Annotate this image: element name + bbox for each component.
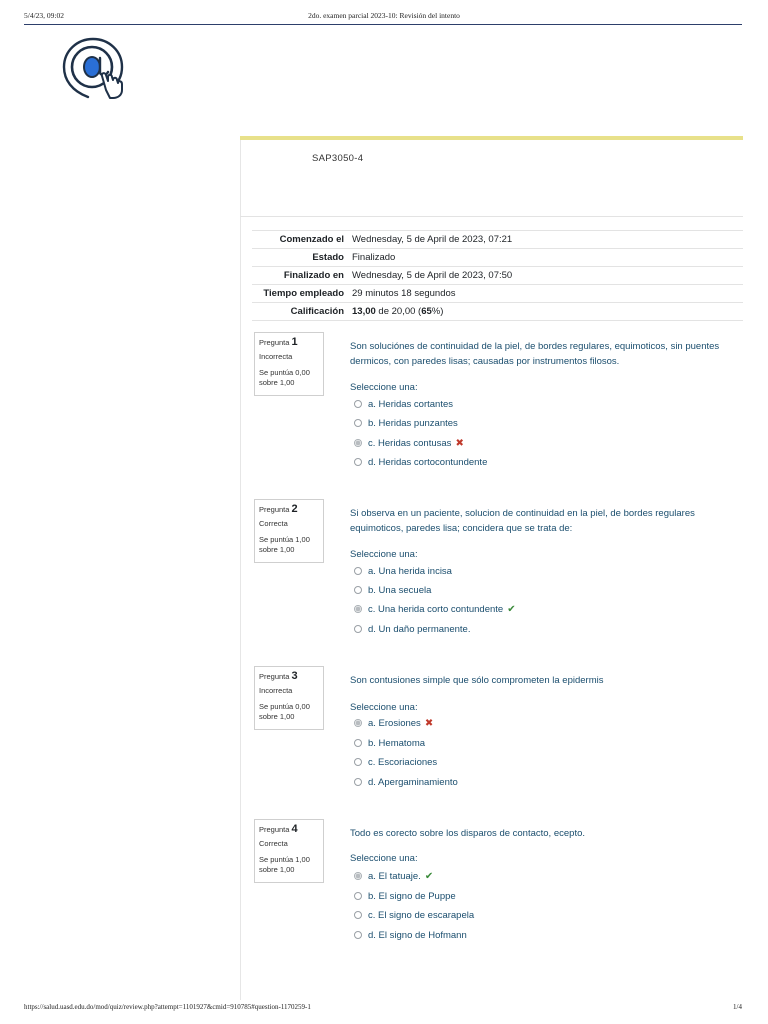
- option-label: c. Heridas contusas: [368, 437, 452, 449]
- answer-option-c[interactable]: [354, 436, 464, 450]
- attempt-summary-table: [252, 230, 743, 321]
- question-info-box: [254, 332, 324, 396]
- summary-value: Wednesday, 5 de April de 2023, 07:21: [348, 231, 743, 249]
- option-label: d. El signo de Hofmann: [368, 929, 467, 941]
- summary-row-time-taken: [252, 285, 743, 303]
- option-label: d. Apergaminamiento: [368, 776, 458, 788]
- cross-icon: ✖: [455, 437, 464, 449]
- print-header: [0, 0, 768, 26]
- question-text: Todo es corecto sobre los disparos de contacto, ecepto.: [350, 828, 585, 839]
- answer-option-d[interactable]: [354, 622, 470, 636]
- question-number: [259, 337, 319, 348]
- check-icon: ✔: [424, 870, 434, 882]
- option-label: b. Hematoma: [368, 737, 426, 749]
- option-label: d. Heridas cortocontundente: [368, 456, 488, 468]
- answer-option-a[interactable]: [354, 397, 453, 411]
- course-header-accent-bar: [240, 136, 743, 140]
- option-label: c. Una herida corto contundente: [368, 603, 504, 615]
- radio-button-selected[interactable]: [354, 605, 362, 613]
- answer-option-d[interactable]: [354, 455, 487, 469]
- question-text: Si observa en un paciente, solucion de continuidad en la piel, de bordes regulares equimoticos, paredes lisa; concidera que se trata de:: [350, 508, 695, 534]
- question-label: Pregunta: [259, 825, 290, 834]
- answer-option-a[interactable]: [354, 869, 433, 883]
- radio-button[interactable]: [354, 778, 362, 786]
- question-info-box: [254, 819, 324, 883]
- answer-option-c[interactable]: [354, 602, 516, 616]
- summary-value: [348, 303, 743, 321]
- radio-button-selected[interactable]: [354, 719, 362, 727]
- option-label: a. Heridas cortantes: [368, 398, 454, 410]
- grade-close: %): [431, 306, 444, 317]
- radio-button[interactable]: [354, 625, 362, 633]
- header-rule: [24, 24, 742, 25]
- answer-option-b[interactable]: [354, 583, 431, 597]
- question-number-value: 1: [291, 336, 298, 348]
- header-separator: [240, 216, 743, 217]
- question-info-box: [254, 666, 324, 730]
- question-number: [259, 824, 319, 835]
- grade-out-of: de 20,00 (: [375, 306, 422, 317]
- page-number: 1/4: [733, 1003, 742, 1011]
- answer-option-c[interactable]: [354, 908, 474, 922]
- question-info-box: [254, 499, 324, 563]
- summary-row-state: [252, 249, 743, 267]
- summary-key: Comenzado el: [252, 231, 348, 249]
- option-label: b. Heridas punzantes: [368, 417, 458, 429]
- question-grade: Se puntúa 0,00 sobre 1,00: [259, 368, 310, 387]
- print-url: https://salud.uasd.edu.do/mod/quiz/review.php?attempt=1101927&cmid=910785#question-1170259-1: [24, 1003, 311, 1011]
- print-date: 5/4/23, 09:02: [24, 11, 65, 20]
- radio-button[interactable]: [354, 586, 362, 594]
- radio-button[interactable]: [354, 567, 362, 575]
- summary-key: Tiempo empleado: [252, 285, 348, 303]
- radio-button[interactable]: [354, 739, 362, 747]
- radio-button[interactable]: [354, 931, 362, 939]
- summary-row-finished: [252, 267, 743, 285]
- question-state: Correcta: [259, 839, 288, 848]
- summary-key: Estado: [252, 249, 348, 267]
- summary-value: Wednesday, 5 de April de 2023, 07:50: [348, 267, 743, 285]
- summary-key: Calificación: [252, 303, 348, 321]
- option-label: a. Una herida incisa: [368, 565, 452, 577]
- question-number-value: 3: [291, 670, 298, 682]
- print-title: 2do. examen parcial 2023-10: Revisión del intento: [308, 11, 460, 20]
- radio-button-selected[interactable]: [354, 439, 362, 447]
- question-state: Correcta: [259, 519, 288, 528]
- summary-row-grade: [252, 303, 743, 321]
- check-icon: ✔: [507, 603, 516, 615]
- summary-value: Finalizado: [348, 249, 743, 267]
- question-number-value: 2: [291, 503, 298, 515]
- question-state: Incorrecta: [259, 352, 293, 361]
- answer-prompt: Seleccione una:: [350, 382, 418, 393]
- question-text: Son contusiones simple que sólo comprometen la epidermis: [350, 675, 604, 686]
- option-label: c. Escoriaciones: [368, 756, 438, 768]
- radio-button[interactable]: [354, 911, 362, 919]
- question-state: Incorrecta: [259, 686, 293, 695]
- site-logo[interactable]: [62, 36, 128, 102]
- answer-option-a[interactable]: [354, 564, 452, 578]
- option-label: a. Erosiones: [368, 717, 421, 729]
- course-code: SAP3050-4: [312, 153, 364, 164]
- radio-button[interactable]: [354, 458, 362, 466]
- option-label: b. El signo de Puppe: [368, 890, 456, 902]
- question-number-value: 4: [291, 823, 298, 835]
- option-label: a. El tatuaje.: [368, 870, 421, 882]
- answer-option-c[interactable]: [354, 755, 437, 769]
- summary-value: 29 minutos 18 segundos: [348, 285, 743, 303]
- answer-prompt: Seleccione una:: [350, 702, 418, 713]
- radio-button[interactable]: [354, 400, 362, 408]
- question-grade: Se puntúa 0,00 sobre 1,00: [259, 702, 310, 721]
- grade-score: 13,00: [352, 306, 376, 317]
- answer-option-d[interactable]: [354, 775, 458, 789]
- question-number: [259, 671, 319, 682]
- answer-option-a[interactable]: [354, 716, 433, 730]
- summary-row-started: [252, 231, 743, 249]
- question-number: [259, 504, 319, 515]
- radio-button-selected[interactable]: [354, 872, 362, 880]
- grade-percent: 65: [421, 306, 432, 317]
- question-grade: Se puntúa 1,00 sobre 1,00: [259, 855, 310, 874]
- answer-option-b[interactable]: [354, 736, 425, 750]
- question-label: Pregunta: [259, 505, 290, 514]
- radio-button[interactable]: [354, 892, 362, 900]
- option-label: b. Una secuela: [368, 584, 432, 596]
- question-grade: Se puntúa 1,00 sobre 1,00: [259, 535, 310, 554]
- at-sign-hand-icon: [62, 36, 128, 102]
- cross-icon: ✖: [424, 717, 434, 729]
- answer-option-d[interactable]: [354, 928, 467, 942]
- summary-key: Finalizado en: [252, 267, 348, 285]
- option-label: d. Un daño permanente.: [368, 623, 471, 635]
- question-text: Son soluciónes de continuidad de la piel, de bordes regulares, equimoticos, sin puentes dermicos, con paredes lisas; causadas por instrumentos filosos.: [350, 341, 720, 367]
- answer-prompt: Seleccione una:: [350, 549, 418, 560]
- answer-option-b[interactable]: [354, 889, 456, 903]
- question-label: Pregunta: [259, 338, 290, 347]
- left-column-divider: [240, 140, 241, 1000]
- option-label: c. El signo de escarapela: [368, 909, 475, 921]
- radio-button[interactable]: [354, 758, 362, 766]
- question-label: Pregunta: [259, 672, 290, 681]
- answer-prompt: Seleccione una:: [350, 853, 418, 864]
- answer-option-b[interactable]: [354, 416, 458, 430]
- radio-button[interactable]: [354, 419, 362, 427]
